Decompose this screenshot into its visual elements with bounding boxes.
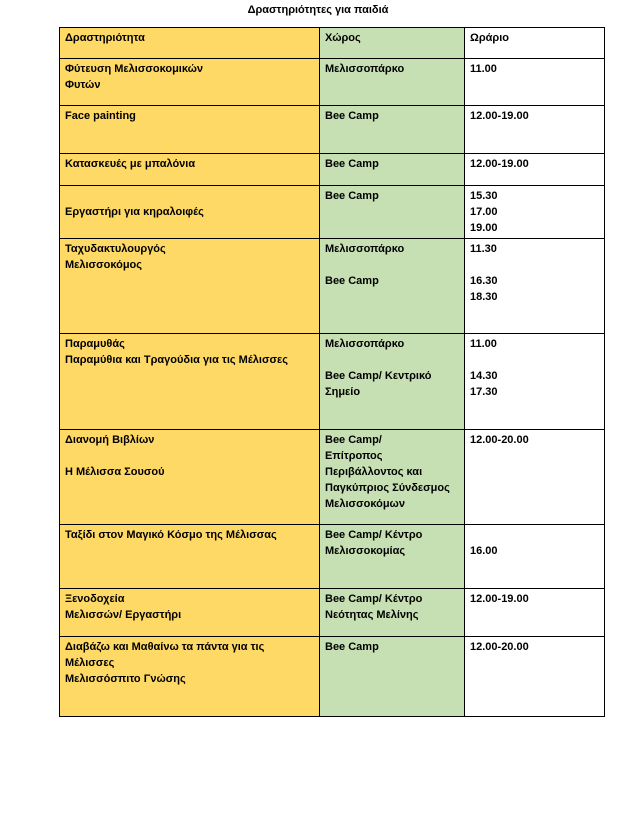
table-row: [60, 589, 605, 637]
table-row: [60, 59, 605, 106]
location-cell: Bee Camp/ Κέντρο Μελισσοκομίας: [320, 525, 465, 589]
location-cell: Bee Camp: [320, 106, 465, 154]
location-cell: Μελισσοπάρκο Bee Camp/ Κεντρικό Σημείο: [320, 334, 465, 430]
activity-cell: Κατασκευές με μπαλόνια: [60, 154, 320, 186]
header-schedule: Ωράριο: [465, 28, 605, 59]
location-cell: Bee Camp: [320, 154, 465, 186]
activity-cell: Παραμυθάς Παραμύθια και Τραγούδια για τις Μέλισσες: [60, 334, 320, 430]
table-row: [60, 637, 605, 717]
activity-cell: Φύτευση Μελισσοκομικών Φυτών: [60, 59, 320, 106]
table-row: [60, 430, 605, 525]
activity-cell: Ξενοδοχεία Μελισσών/ Εργαστήρι: [60, 589, 320, 637]
page-title: Δραστηριότητες για παιδιά: [247, 4, 389, 16]
table-row: [60, 525, 605, 589]
activity-cell: Διαβάζω και Μαθαίνω τα πάντα για τις Μέλισσες Μελισσόσπιτο Γνώσης: [60, 637, 320, 717]
activity-cell: Ταχυδακτυλουργός Μελισσοκόμος: [60, 239, 320, 334]
table-header-row: [60, 28, 605, 59]
schedule-cell: 12.00-20.00: [465, 430, 605, 525]
activities-table: [59, 27, 605, 717]
activity-cell: Face painting: [60, 106, 320, 154]
activity-cell: Εργαστήρι για κηραλοιφές: [60, 186, 320, 239]
header-location: Χώρος: [320, 28, 465, 59]
activity-cell: Ταξίδι στον Μαγικό Κόσμο της Μέλισσας: [60, 525, 320, 589]
location-cell: Bee Camp: [320, 637, 465, 717]
schedule-cell: 12.00-19.00: [465, 154, 605, 186]
location-cell: Bee Camp/ Επίτροπος Περιβάλλοντος και Παγκύπριος Σύνδεσμος Μελισσοκόμων: [320, 430, 465, 525]
schedule-cell: 16.00: [465, 525, 605, 589]
table-row: [60, 106, 605, 154]
header-activity: Δραστηριότητα: [60, 28, 320, 59]
schedule-cell: 11.30 16.30 18.30: [465, 239, 605, 334]
activity-cell: Διανομή Βιβλίων Η Μέλισσα Σουσού: [60, 430, 320, 525]
schedule-cell: 12.00-19.00: [465, 106, 605, 154]
schedule-cell: 11.00: [465, 59, 605, 106]
location-cell: Μελισσοπάρκο: [320, 59, 465, 106]
table-row: [60, 239, 605, 334]
schedule-cell: 11.00 14.30 17.30: [465, 334, 605, 430]
location-cell: Bee Camp/ Κέντρο Νεότητας Μελίνης: [320, 589, 465, 637]
schedule-cell: 12.00-20.00: [465, 637, 605, 717]
table-row: [60, 154, 605, 186]
table-row: [60, 186, 605, 239]
schedule-cell: 15.30 17.00 19.00: [465, 186, 605, 239]
table-row: [60, 334, 605, 430]
location-cell: Μελισσοπάρκο Bee Camp: [320, 239, 465, 334]
location-cell: Bee Camp: [320, 186, 465, 239]
schedule-cell: 12.00-19.00: [465, 589, 605, 637]
